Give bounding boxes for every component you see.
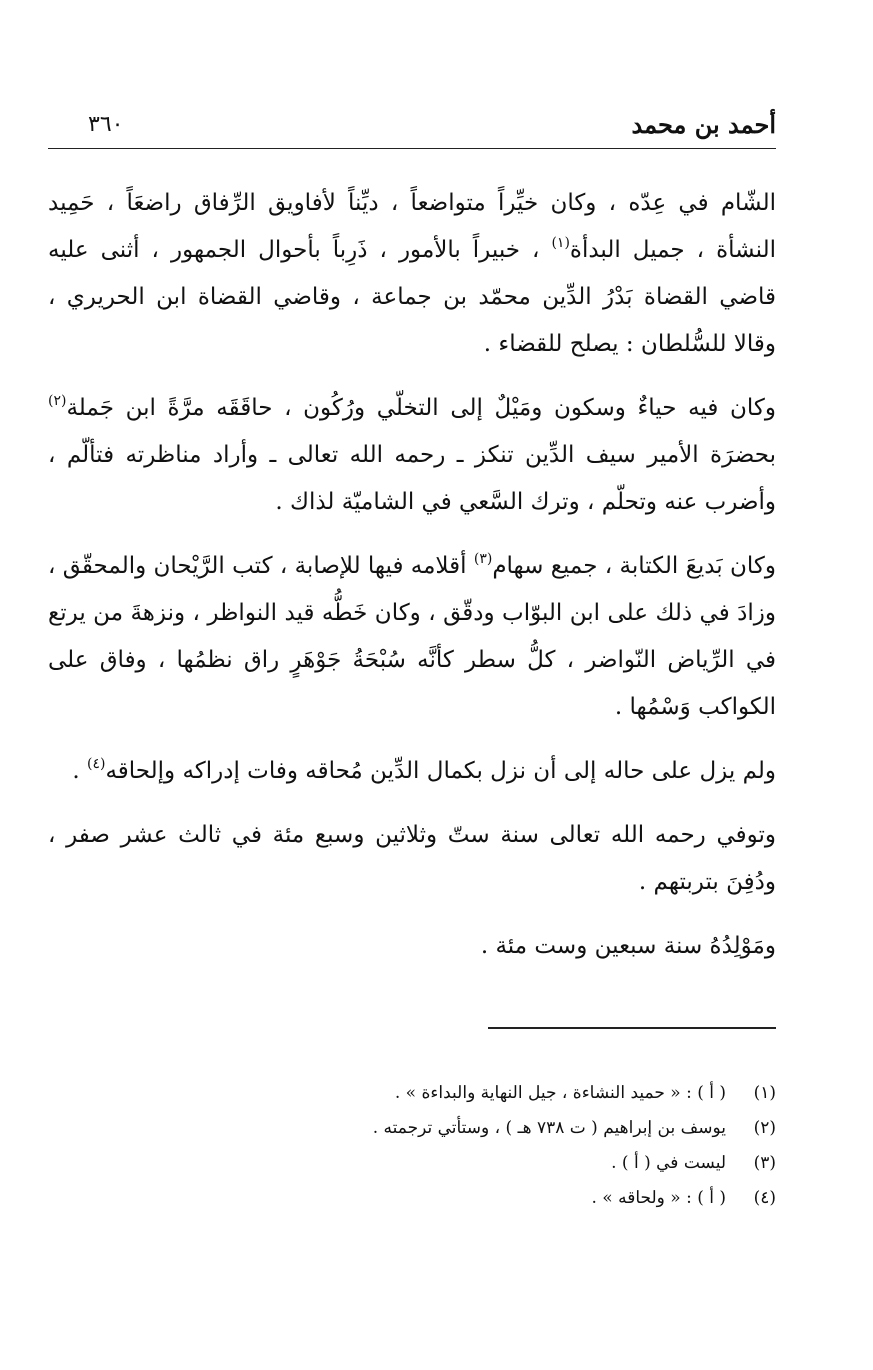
- paragraph-2-text-b: بحضرَة الأمير سيف الدِّين تنكز ـ رحمه الله تعالى ـ وأراد مناظرته فتألّم ، وأضرب عنه وتحلّم ، وترك السَّعي في الشاميّة لذاك .: [48, 442, 776, 515]
- page-number: ٣٦٠: [88, 112, 124, 137]
- footnote-2-text: يوسف بن إبراهيم ( ت ٧٣٨ هـ ) ، وستأتي ترجمته .: [372, 1118, 726, 1138]
- paragraph-1-text-b: ، خبيراً بالأمور ، ذَرِباً بأحوال الجمهور ، أثنى عليه قاضي القضاة بَدْرُ الدِّين محمّد بن جماعة ، وقاضي القضاة ابن الحريري ، وقالا للسُّلطان : يصلح للقضاء .: [48, 237, 776, 357]
- main-text: [48, 180, 776, 987]
- paragraph-2-text-a: وكان فيه حياءٌ وسكون ومَيْلٌ إلى التخلّي ورُكُون ، حاقَقَه مرَّةً ابن جَملة: [66, 395, 776, 421]
- running-title: أحمد بن محمد: [631, 110, 776, 139]
- paragraph-4-text-b: .: [72, 758, 87, 784]
- footnote-3-text: ليست في ( أ ) .: [611, 1153, 726, 1173]
- paragraph-1-text-a: الشّام في عِدّه ، وكان خيِّراً متواضعاً ، ديِّناً لأفاويق الرِّفاق راضعَاً ، حَمِيد النشأة ، جميل البدأة: [48, 190, 777, 263]
- footnote-2: [48, 1111, 776, 1146]
- footnote-4-number: (٤): [753, 1188, 776, 1208]
- paragraph-4-text-a: ولم يزل على حاله إلى أن نزل بكمال الدِّين مُحاقه وفات إدراكه وإلحاقه: [105, 758, 776, 784]
- paragraph-6: ومَوْلِدُهُ سنة سبعين وست مئة .: [480, 933, 776, 959]
- footnote-ref-3: (٣): [473, 551, 493, 567]
- paragraph-1: [48, 180, 776, 368]
- footnote-ref-2: (٢): [48, 393, 67, 409]
- footnote-1: [48, 1076, 776, 1111]
- footnote-4: [48, 1181, 776, 1216]
- paragraph-3: [48, 543, 776, 731]
- footnote-3: [48, 1146, 776, 1181]
- paragraph-2: [48, 385, 776, 526]
- footnotes: [48, 1076, 776, 1216]
- paragraph-4: [48, 748, 776, 795]
- footnote-4-text: ( أ ) : « ولحاقه » .: [591, 1188, 726, 1208]
- paragraph-5: وتوفي رحمه الله تعالى سنة ستّ وثلاثين وسبع مئة في ثالث عشر صفر ، ودُفِنَ بتربتهم .: [48, 822, 776, 895]
- page-header: [48, 108, 776, 144]
- footnote-ref-1: (١): [551, 235, 570, 251]
- footnote-3-number: (٣): [753, 1153, 776, 1173]
- paragraph-3-text-a: وكان بَديعَ الكتابة ، جميع سهام: [492, 553, 776, 579]
- footnote-1-number: (١): [753, 1083, 776, 1103]
- footnote-rule: [488, 1027, 776, 1029]
- header-rule: [48, 148, 776, 149]
- footnote-ref-4: (٤): [86, 756, 106, 772]
- footnote-2-number: (٢): [753, 1118, 776, 1138]
- footnote-1-text: ( أ ) : « حميد النشاءة ، جيل النهاية والبداءة » .: [394, 1083, 726, 1103]
- paragraph-3-text-b: أقلامه فيها للإصابة ، كتب الرَّيْحان والمحقّق ، وزادَ في ذلك على ابن البوّاب ودقّق ، وكان خَطُّه قيد النواظر ، ونزهةَ من يرتع في الرِّياض النّواضر ، كلُّ سطر كأنَّه سُبْحَةُ جَوْهَرٍ راق نظمُها ، وفاق على الكواكب وَسْمُها .: [48, 553, 776, 720]
